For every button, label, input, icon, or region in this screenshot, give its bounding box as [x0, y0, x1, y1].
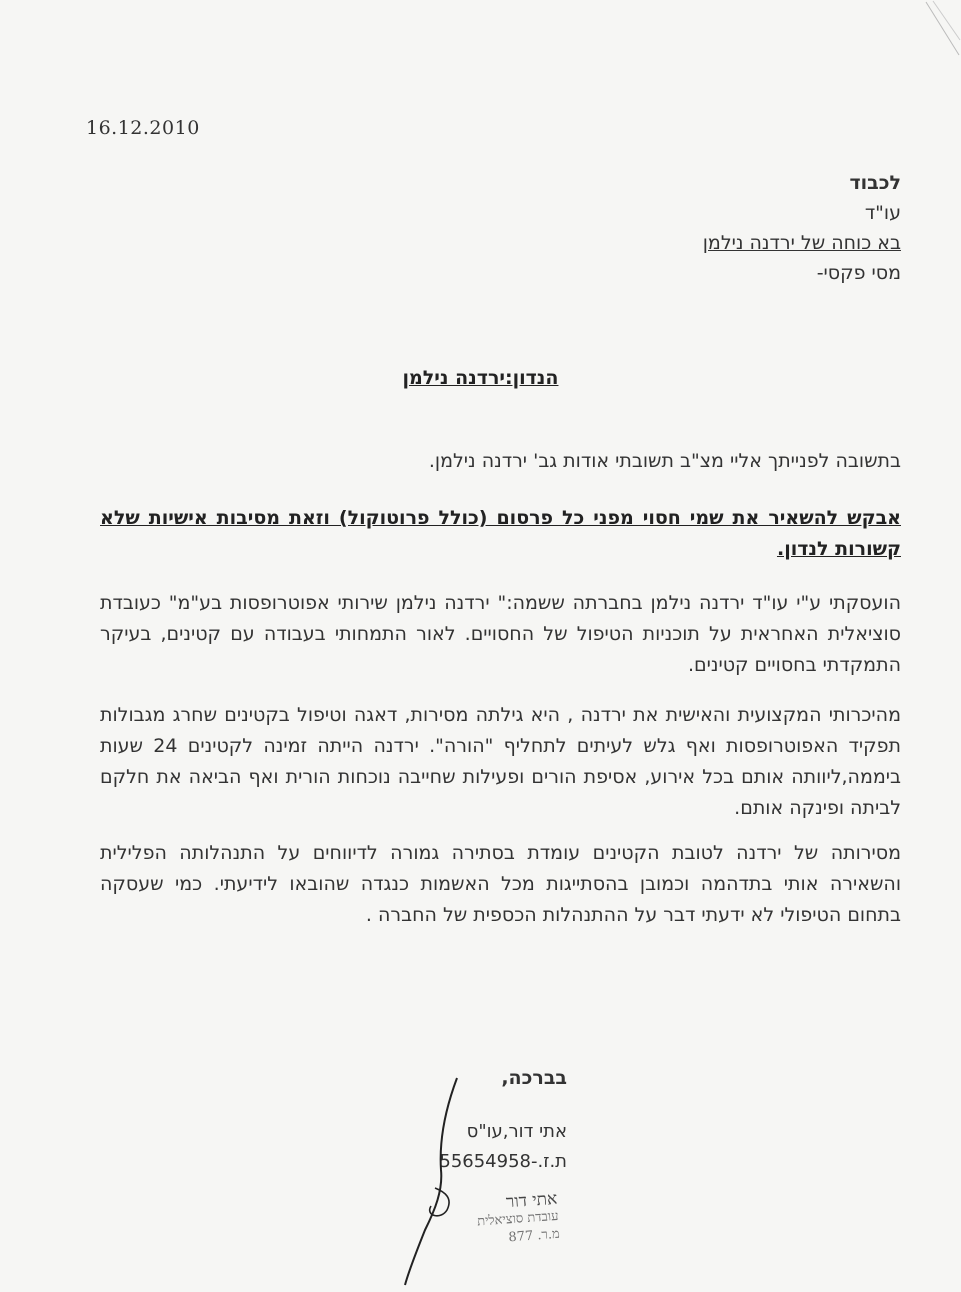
confidentiality-request: אבקש להשאיר את שמי חסוי מפני כל פרסום (כולל פרוטוקול) וזאת מסיבות אישיות שלא קשורות לנדון. — [100, 507, 901, 560]
body-paragraph-2: מהיכרותי המקצועית והאישית את ירדנה , היא גילתה מסירות, דאגה וטיפול בקטינים שחרג מגבולות תפקיד האפוטרופסות ואף גלש לעיתים לתחליף "הורה". ירדנה הייתה זמינה לקטינים 24 שעות ביממה,ליוותה אותם בכל אירוע, אסיפת הורים ופעילות שחייבה נוכחות הורית ואף הביאה את חלקם לביתה ופינקה אותם. — [100, 704, 901, 819]
page-corner-mark — [921, 0, 961, 60]
recipient-block — [481, 168, 901, 288]
recipient-salutation: לכבוד — [849, 172, 901, 194]
signer-name: אתי דור,עו"ס — [466, 1121, 567, 1142]
stamp-name: אתי דור — [505, 1188, 558, 1213]
letter-date: 16.12.2010 — [86, 117, 200, 139]
intro-paragraph: בתשובה לפנייתך אליי מצ"ב תשובתי אודות גב' ירדנה נילמן. — [428, 450, 901, 472]
signer-stamp — [407, 1190, 563, 1292]
recipient-fax: מסי פקסי- — [816, 262, 901, 284]
recipient-title: עו"ד — [864, 202, 901, 224]
recipient-role: בא כוחה של ירדנה נילמן — [702, 232, 901, 254]
body-paragraph-1: הועסקתי ע"י עו"ד ירדנה נילמן בחברתה ששמה:" ירדנה נילמן שירותי אפוטרופסות בע"מ" כעובדת סוציאלית האחראית על תוכניות הטיפול של החסויים. לאור התמחותי בעבודה עם קטינים, בעיקר התמקדתי בחסויים קטינים. — [100, 592, 901, 676]
stamp-title: עובדת סוציאלית — [476, 1208, 559, 1230]
stamp-number: מ.ר. 877 — [507, 1226, 561, 1246]
signer-id: ת.ז.-55654958 — [439, 1151, 567, 1172]
letter-subject: הנדון:ירדנה נילמן — [402, 367, 559, 389]
body-paragraph-3: מסירותה של ירדנה לטובת הקטינים עומדת בסתירה גמורה לדיווחים על התנהלותה הפלילית והשאירה אותי בתדהמה וכמובן בהסתייגות מכל האשמות כנגדה שהובאו לידיעתי. כמי שעסקה בתחום הטיפולי לא ידעתי דבר על ההתנהלות הכספית של החברה . — [100, 842, 901, 926]
closing-greeting: בברכה, — [501, 1067, 567, 1089]
